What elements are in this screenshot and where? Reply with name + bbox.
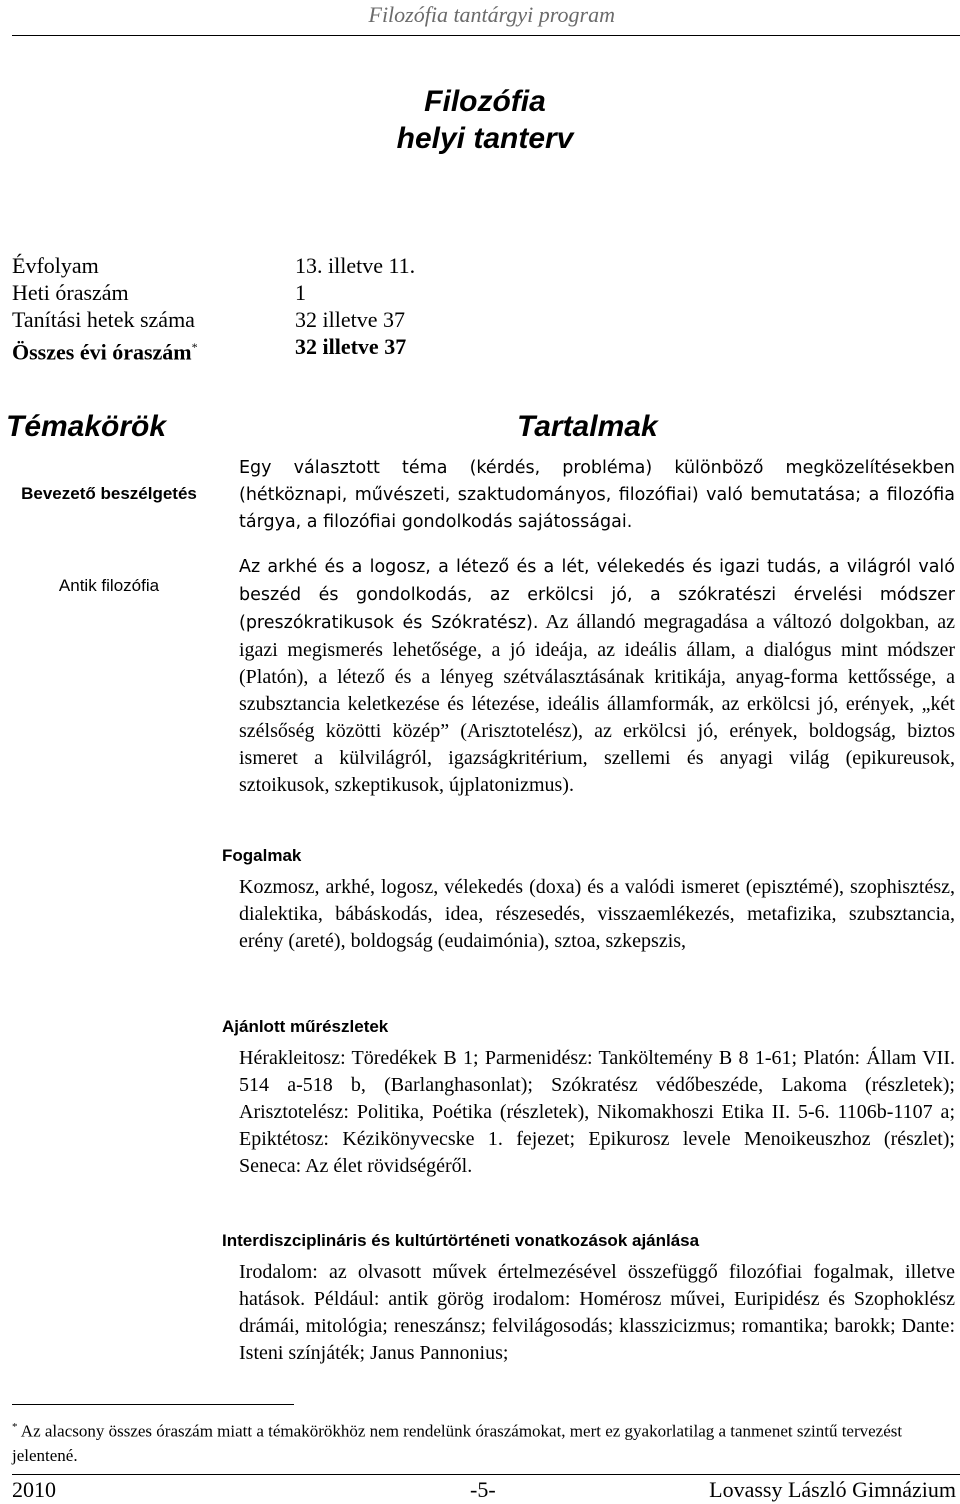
- meta-value: 32 illetve 37: [295, 334, 407, 359]
- section-heading-muresz: Ajánlott műrészletek: [222, 1017, 389, 1036]
- topic-content-bevezeto: Egy választott téma (kérdés, probléma) különböző megközelítésekben (hétköznapi, művészeti, szaktudományos, filozófiai) való bemutatása; a filozófia tárgya, a filozófiai gondolkodás sajátosságai.: [239, 458, 955, 532]
- topic-content-antik-part2: Az állandó megragadása a változó dolgokban, az igazi megismerés lehetősége, a jó ideája, az ideális állam, a dialógus mint módszer (Platón), a létező és a lényeg szétválasztásának kritikája, anyag-forma kettőssége, a szubsztancia keletkezése és létezése, ideális államformák, az erkölcsi jó, erények, „két szélsőség közötti közép” (Arisztotelész), az erkölcsi jó, erények, boldogság, biztos ismeret a külvilágról, igazságkritérium, szellemi és anyagi világ (epikureusok, sztoikusok, szkeptikusok, újplatonizmus).: [239, 611, 955, 796]
- meta-value: 32 illetve 37: [295, 307, 405, 332]
- topic-content-antik-part1: Az arkhé és a logosz, a létező és a lét, vélekedés és igazi tudás, a világról való beszéd és gondolkodás, az erkölcsi jó, a szókratészi érvelési módszer (preszókratikusok és Szókratész).: [239, 557, 955, 633]
- running-header-text: Filozófia tantárgyi program: [368, 2, 615, 27]
- footnote-marker: *: [191, 340, 198, 354]
- running-header: [0, 2, 960, 28]
- document-title-line1: Filozófia: [424, 85, 546, 118]
- topic-content-antik: [239, 553, 955, 799]
- section-text-fogalmak: Kozmosz, arkhé, logosz, vélekedés (doxa) és a valódi ismeret (episztémé), szophisztész, dialektika, bábáskodás, idea, részesedés, visszaemlékezés, metafizika, szubsztancia, erény (areté), boldogság (eudaimónia), sztoa, szkepszis,: [239, 876, 955, 952]
- column-heading-tartalmak: Tartalmak: [517, 410, 658, 443]
- meta-value: 1: [295, 280, 306, 305]
- footnote-divider: [12, 1404, 294, 1405]
- meta-label: Évfolyam: [12, 253, 99, 278]
- section-heading-interdisz: Interdiszciplináris és kultúrtörténeti vonatkozások ajánlása: [222, 1231, 700, 1250]
- document-title-line2: helyi tanterv: [396, 122, 574, 155]
- footnote-text: Az alacsony összes óraszám miatt a témakörökhöz nem rendelünk óraszámokat, mert ez gyakorlatilag a tanmenet szintű tervezést jelentené.: [12, 1421, 903, 1465]
- footnote-marker: *: [12, 1421, 18, 1433]
- meta-label-text: Összes évi óraszám: [12, 339, 192, 365]
- footer-school: Lovassy László Gimnázium: [709, 1477, 956, 1502]
- footer-year: 2010: [12, 1477, 56, 1502]
- footer-divider: [12, 1474, 960, 1475]
- topic-label-antik: Antik filozófia: [58, 576, 160, 595]
- topic-label-bevezeto: Bevezető beszélgetés: [21, 484, 197, 503]
- section-heading-fogalmak: Fogalmak: [222, 846, 302, 865]
- header-divider: [12, 35, 960, 36]
- footnote: [12, 1415, 942, 1468]
- meta-value: 13. illetve 11.: [295, 253, 416, 278]
- column-heading-temakorok: Témakörök: [6, 410, 167, 443]
- section-text-muresz: Hérakleitosz: Töredékek B 1; Parmenidész: Tanköltemény B 8 1-61; Platón: Állam VII. 514 a-518 b, (Barlanghasonlat); Szókratész védőbeszéde, Lakoma (részletek); Arisztotelész: Politika, Poétika (részletek), Nikomakhoszi Etika II. 5-6. 1106b-1107 a; Epiktétosz: Kézikönyvecske 1. fejezet; Epikurosz levele Menoikeuszhoz (részlet); Seneca: Az élet rövidségéről.: [239, 1047, 955, 1177]
- footer-page-number: -5-: [470, 1477, 496, 1502]
- section-text-interdisz: Irodalom: az olvasott művek értelmezésével összefüggő filozófiai fogalmak, illetve hatások. Például: antik görög irodalom: Homérosz művei, Euripidész és Szophoklész drámái, mitológia; reneszánsz; felvilágosodás; klasszicizmus; romantika; barokk; Dante: Isteni színjáték; Janus Pannonius;: [239, 1261, 955, 1364]
- meta-label: [12, 334, 198, 365]
- meta-label: Tanítási hetek száma: [12, 307, 195, 332]
- meta-label: Heti óraszám: [12, 280, 129, 305]
